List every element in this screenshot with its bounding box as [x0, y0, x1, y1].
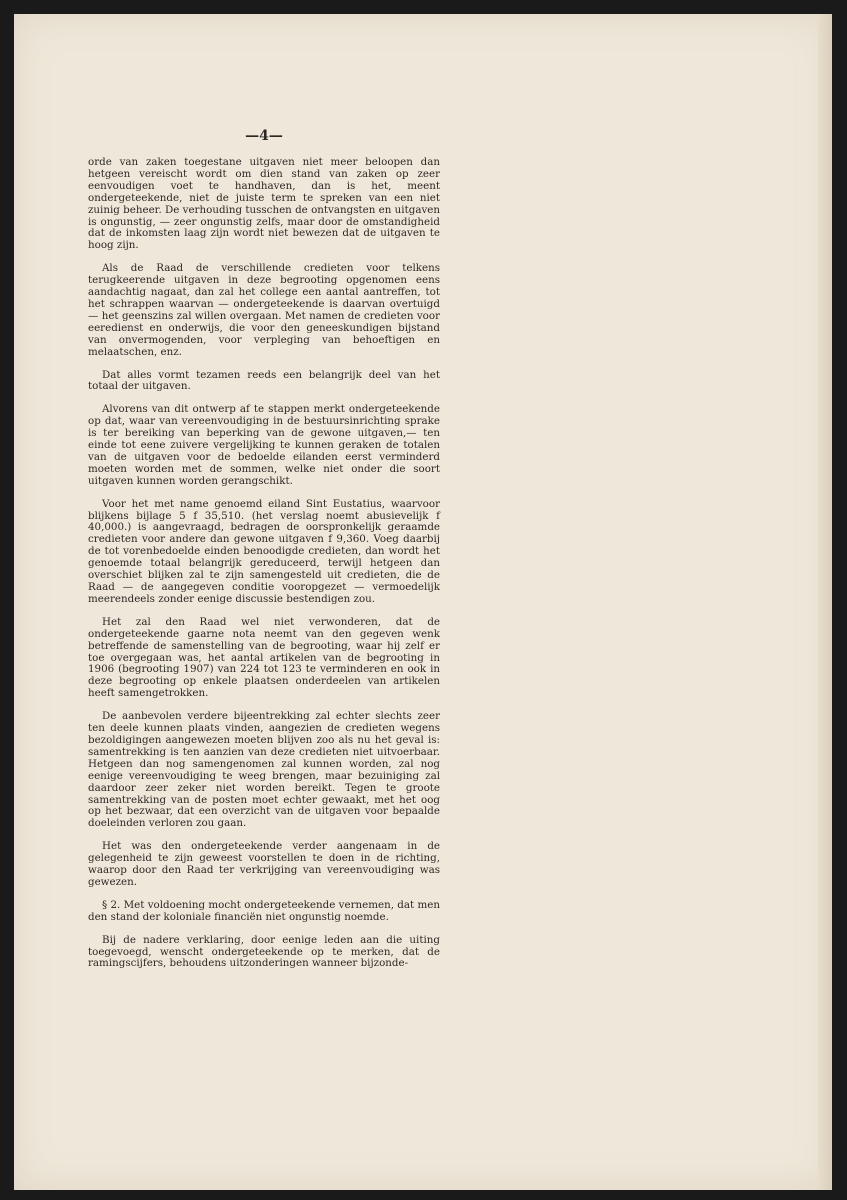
paragraph-10: Bij de nadere verklaring, door eenige leden aan die uiting toegevoegd, wenscht ondergeteekende op te merken, dat de ramingscijfers, behoudens uitzonderingen wanneer bijzonde- — [88, 933, 440, 970]
paragraph-6: Het zal den Raad wel niet verwonderen, dat de ondergeteekende gaarne nota neemt van den gegeven wenk betreffende de samenstelling van de begrooting, waar hij zelf er toe overgegaan was, het aantal artikelen van de begrooting in 1906 (begrooting 1907) van 224 tot 123 te verminderen en ook in deze begrooting op enkele plaatsen onderdeelen van artikelen heeft samengetrokken. — [88, 615, 440, 700]
page-edge — [818, 14, 832, 1190]
paragraph-2: Als de Raad de verschillende credieten voor telkens terugkeerende uitgaven in deze begrooting opgenomen eens aandachtig nagaat, dan zal het college een aantal aantreffen, tot het schrappen waarvan — ondergeteekende is daarvan overtuigd — het geenszins zal willen overgaan. Met namen de credieten voor eeredienst en onderwijs, die voor den geneeskundigen bijstand van onvermogenden, voor verpleging van behoeftigen en melaatschen, enz. — [88, 262, 440, 358]
paragraph-3: Dat alles vormt tezamen reeds een belangrijk deel van het totaal der uitgaven. — [88, 368, 440, 393]
paragraph-1: orde van zaken toegestane uitgaven niet meer beloopen dan hetgeen vereischt wordt om dien stand van zaken op zeer eenvoudigen voet te handhaven, dan is het, meent ondergeteekende, niet de juiste term te spreken van een niet zuinig beheer. De verhouding tusschen de ontvangsten en uitgaven is ongunstig, — zeer ongunstig zelfs, maar door de omstandigheid dat de inkomsten laag zijn wordt niet bewezen dat de uitgaven te hoog zijn. — [88, 156, 440, 252]
paragraph-8: Het was den ondergeteekende verder aangenaam in de gelegenheid te zijn geweest voorstellen te doen in de richting, waarop door den Raad ter verkrijging van vereenvoudiging was gewezen. — [88, 840, 440, 888]
document-page — [14, 14, 832, 1190]
paragraph-9: § 2. Met voldoening mocht ondergeteekende vernemen, dat men den stand der koloniale financiën niet ongunstig noemde. — [88, 898, 440, 923]
paragraph-5: Voor het met name genoemd eiland Sint Eustatius, waarvoor blijkens bijlage 5 f 35,510. (het verslag noemt abusievelijk f 40,000.) is aangevraagd, bedragen de oorspronkelijk geraamde credieten voor andere dan gewone uitgaven f 9,360. Voeg daarbij de tot vorenbedoelde einden benoodigde credieten, dan wordt het genoemde totaal belangrijk gereduceerd, terwijl hetgeen dan overschiet blijken zal te zijn samengesteld uit credieten, die de Raad — de aangegeven conditie vooropgezet — vermoedelijk meerendeels zonder eenige discussie bestendigen zou. — [88, 497, 440, 605]
page-number: —4— — [245, 128, 283, 144]
paragraph-7: De aanbevolen verdere bijeentrekking zal echter slechts zeer ten deele kunnen plaats vinden, aangezien de credieten wegens bezoldigingen aangewezen moeten blijven zoo als nu het geval is: samentrekking is ten aanzien van deze credieten niet uitvoerbaar. Hetgeen dan nog samengenomen zal kunnen worden, zal nog eenige vereenvoudiging te weeg brengen, maar bezuiniging zal daardoor zeer zeker niet worden bereikt. Tegen te groote samentrekking van de posten moet echter gewaakt, met het oog op het bezwaar, dat een overzicht van de uitgaven voor bepaalde doeleinden verloren zou gaan. — [88, 710, 440, 830]
body-text — [88, 157, 440, 981]
paragraph-4: Alvorens van dit ontwerp af te stappen merkt ondergeteekende op dat, waar van vereenvoudiging in de bestuursinrichting sprake is ter bereiking van beperking van de gewone uitgaven,— ten einde tot eene zuivere vergelijking te kunnen geraken de totalen van de uitgaven voor de bedoelde eilanden eerst verminderd moeten worden met de sommen, welke niet onder die soort uitgaven kunnen worden gerangschikt. — [88, 403, 440, 487]
